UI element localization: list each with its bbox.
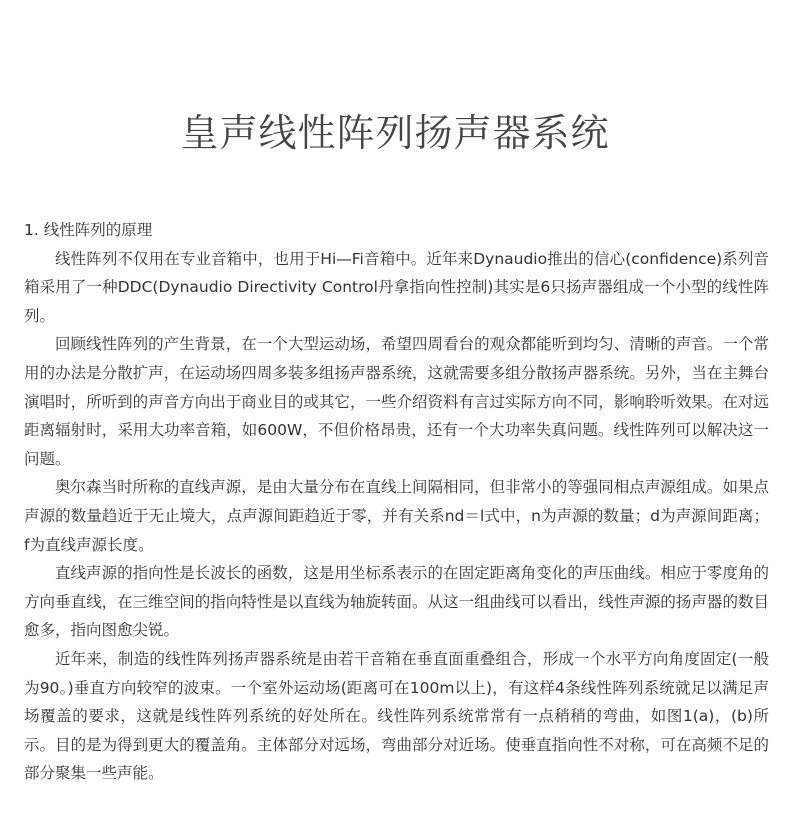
paragraph: 回顾线性阵列的产生背景，在一个大型运动场，希望四周看台的观众都能听到均匀、清晰的声音。一个常用的办法是分散扩声，在运动场四周多装多组扬声器系统，这就需要多组分散扬声器系统。另外，当在主舞台演唱时，所听到的声音方向出于商业目的或其它，一些介绍资料有言过实际方向不同，影响聆听效果。在对远距离辐射时，采用大功率音箱，如600W，不但价格昂贵，还有一个大功率失真问题。线性阵列可以解决这一问题。 — [24, 335, 769, 468]
paragraph: 直线声源的指向性是长波长的函数，这是用坐标系表示的在固定距离角变化的声压曲线。相应于零度角的方向垂直线，在三维空间的指向特性是以直线为轴旋转面。从这一组曲线可以看出，线性声源的扬声器的数目愈多，指向图愈尖锐。 — [24, 564, 769, 640]
page-title: 皇声线性阵列扬声器系统 — [180, 111, 610, 156]
paragraph: 近年来，制造的线性阵列扬声器系统是由若干音箱在垂直面重叠组合，形成一个水平方向角度固定(一般为90。)垂直方向较窄的波束。一个室外运动场(距离可在100m以上)，有这样4条线性阵列系统就足以满足声场覆盖的要求，这就是线性阵列系统的好处所在。线性阵列系统常常有一点稍稍的弯曲，如图1(a)，(b)所示。目的是为得到更大的覆盖角。主体部分对远场，弯曲部分对近场。使垂直指向性不对称，可在高频不足的部分聚集一些声能。 — [24, 649, 769, 783]
section-heading: 1. 线性阵列的原理 — [24, 221, 153, 239]
paragraph: 奥尔森当时所称的直线声源，是由大量分布在直线上间隔相同，但非常小的等强同相点声源组成。如果点声源的数量趋近于无止境大，点声源间距趋近于零，并有关系nd＝l式中，n为声源的数量；d为声源间距离；f为直线声源长度。 — [24, 478, 769, 554]
article-body — [24, 216, 769, 788]
paragraph: 线性阵列不仅用在专业音箱中，也用于Hi—Fi音箱中。近年来Dynaudio推出的信心(confidence)系列音箱采用了一种DDC(Dynaudio Directivity Control丹拿指向性控制)其实是6只扬声器组成一个小型的线性阵列。 — [24, 249, 769, 325]
